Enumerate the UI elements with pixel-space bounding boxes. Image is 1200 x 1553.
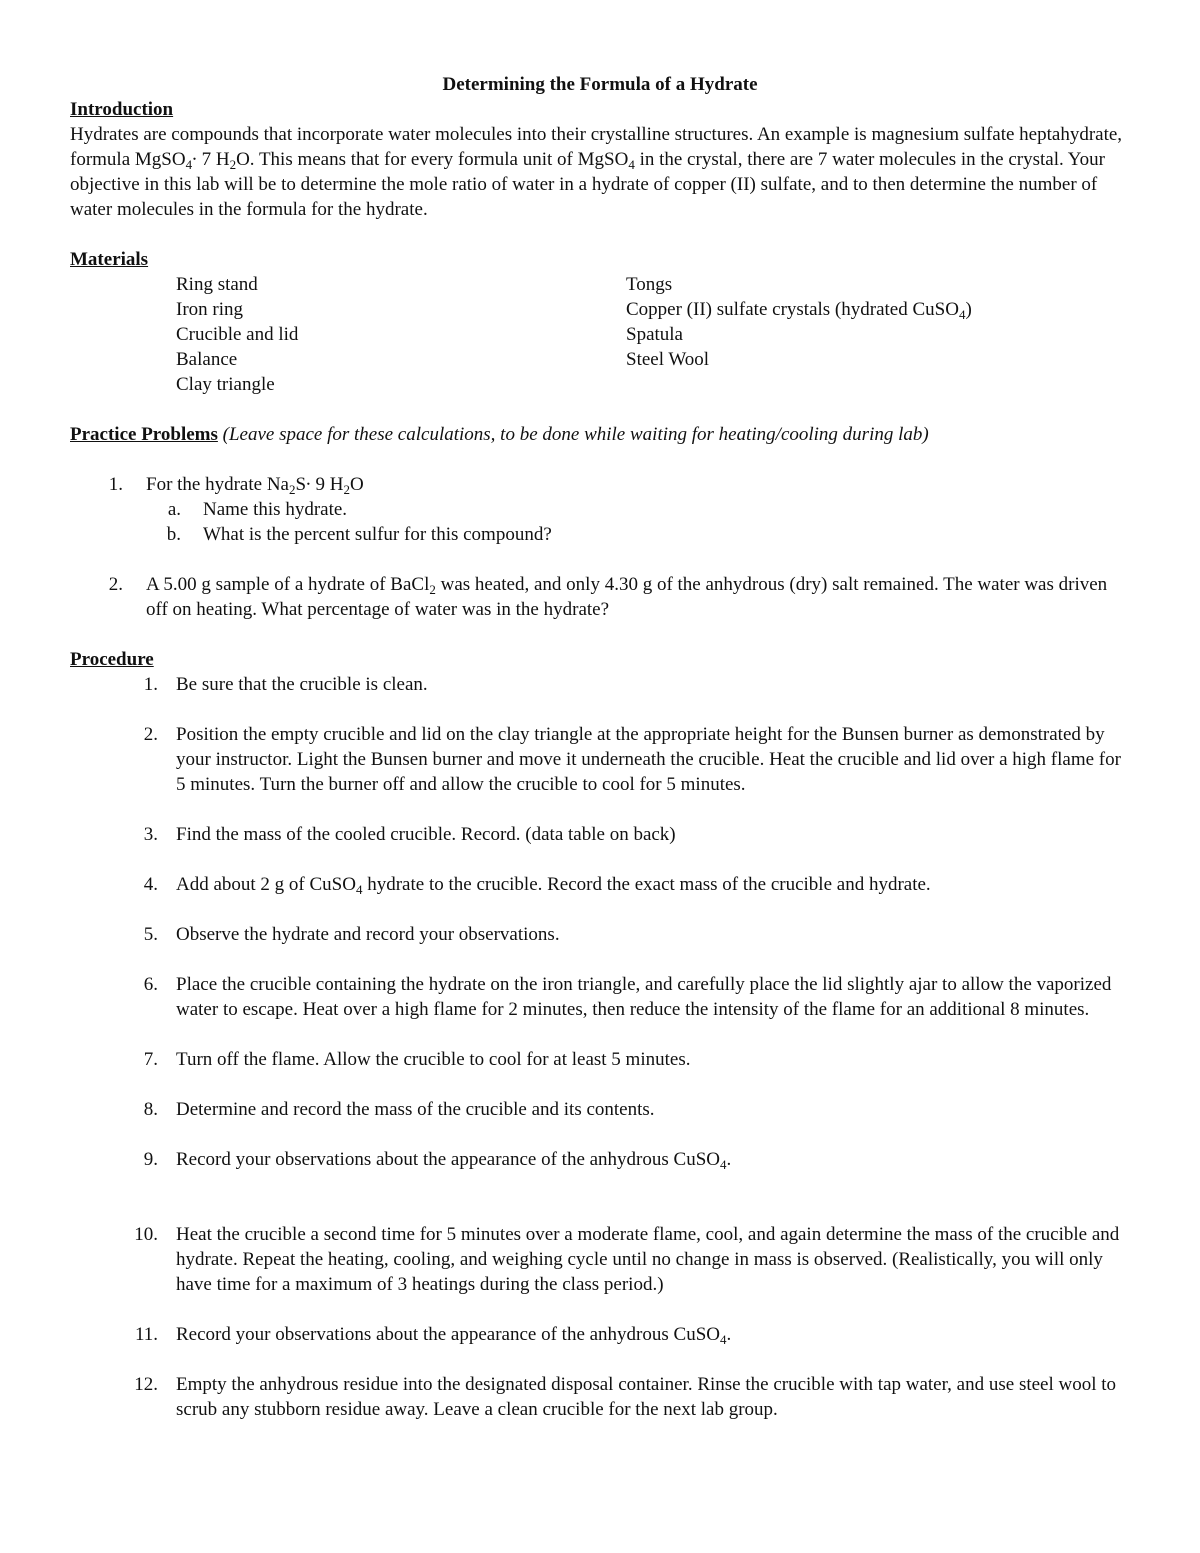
- procedure-step-12: 12. Empty the anhydrous residue into the designated disposal container. Rinse the crucible with tap water, and use steel wool to scrub any stubborn residue away. Leave a clean crucible for the next lab group.: [134, 1374, 1117, 1420]
- practice-problems-header: [70, 422, 1130, 447]
- introduction-paragraph: Hydrates are compounds that incorporate water molecules into their crystalline structures. An example is magnesium sulfate heptahydrate, formula MgSO$_4$∙ 7 $H_2O$. This means that for every formula unit of MgSO$_4$ in the crystal, there are 7 water molecules in the crystal. Your objective in this lab will be to determine the mole ratio of water in a hydrate of copper (II) sulfate, and to then determine the number of water molecules in the formula for the hydrate.: [70, 124, 1123, 220]
- material-item: Crucible and lid: [176, 324, 299, 345]
- material-item: Ring stand: [176, 274, 258, 295]
- procedure-step-10: 10. Heat the crucible a second time for 5 minutes over a moderate flame, cool, and again determine the mass of the crucible and hydrate. Repeat the heating, cooling, and weighing cycle until no change in mass is observed. (Realistically, you will only have time for a maximum of 3 heatings during the class period.): [134, 1224, 1120, 1295]
- page-title: Determining the Formula of a Hydrate: [442, 74, 758, 95]
- practice-problems-heading: Practice Problems: [70, 424, 218, 445]
- material-item: Steel Wool: [626, 349, 710, 370]
- procedure-steps: [70, 672, 1130, 1422]
- materials-left-column: [176, 272, 626, 397]
- procedure-step-4: 4. Add about 2 g of CuSO$_4$ hydrate to the crucible. Record the exact mass of the crucible and hydrate.: [143, 874, 931, 897]
- practice-problems-note: (Leave space for these calculations, to be done while waiting for heating/cooling during lab): [222, 424, 929, 445]
- procedure-step-5: 5. Observe the hydrate and record your observations.: [143, 924, 560, 945]
- procedure-step-8: 8. Determine and record the mass of the crucible and its contents.: [143, 1099, 655, 1120]
- material-item: Tongs: [626, 274, 673, 295]
- practice-problem-1a: a. Name this hydrate.: [167, 499, 348, 520]
- document-page: [70, 72, 1130, 1422]
- material-item: Spatula: [626, 324, 683, 345]
- practice-problem-list: [70, 472, 1130, 622]
- procedure-step-9: 9. Record your observations about the appearance of the anhydrous CuSO$_4$.: [143, 1149, 732, 1172]
- materials-right-column: [626, 272, 1076, 397]
- practice-problem-2: 2. A 5.00 g sample of a hydrate of BaCl$_2$ was heated, and only 4.30 g of the anhydrous (dry) salt remained. The water was driven off on heating. What percentage of water was in the hydrate?: [108, 574, 1108, 620]
- materials-list: [70, 272, 1130, 397]
- material-item: Iron ring: [176, 299, 244, 320]
- material-item: Clay triangle: [176, 374, 275, 395]
- procedure-step-11: 11. Record your observations about the appearance of the anhydrous CuSO$_4$.: [134, 1324, 732, 1347]
- practice-problem-1-subitems: [70, 497, 1130, 547]
- practice-problem-1: 1. For the hydrate $Na_2S\cdot 9$ $H_2O$: [108, 474, 364, 497]
- procedure-step-7: 7. Turn off the flame. Allow the crucible to cool for at least 5 minutes.: [143, 1049, 691, 1070]
- procedure-heading: Procedure: [70, 649, 154, 670]
- material-item: Balance: [176, 349, 238, 370]
- procedure-step-6: 6. Place the crucible containing the hydrate on the iron triangle, and carefully place the lid slightly ajar to allow the vaporized water to escape. Heat over a high flame for 2 minutes, then reduce the intensity of the flame for an additional 8 minutes.: [143, 974, 1112, 1020]
- procedure-step-3: 3. Find the mass of the cooled crucible. Record. (data table on back): [143, 824, 676, 845]
- introduction-heading: Introduction: [70, 99, 174, 120]
- procedure-step-1: 1. Be sure that the crucible is clean.: [143, 674, 428, 695]
- practice-problem-1b: b. What is the percent sulfur for this compound?: [166, 524, 552, 545]
- procedure-step-2: 2. Position the empty crucible and lid on the clay triangle at the appropriate height for the Bunsen burner as demonstrated by your instructor. Light the Bunsen burner and move it underneath the crucible. Heat the crucible and lid over a high flame for 5 minutes. Turn the burner off and allow the crucible to cool for 5 minutes.: [143, 724, 1121, 795]
- material-item: Copper (II) sulfate crystals (hydrated CuSO$_4$): [626, 299, 972, 322]
- materials-heading: Materials: [70, 249, 149, 270]
